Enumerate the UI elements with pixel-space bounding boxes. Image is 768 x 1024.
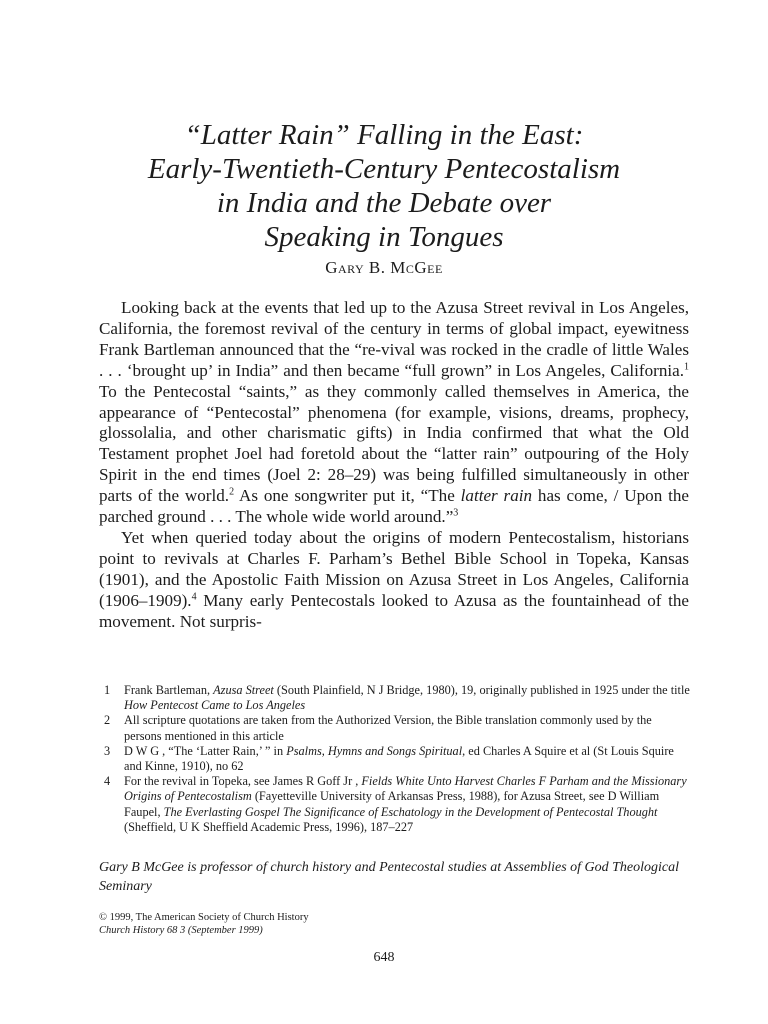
footnote <box>104 683 690 713</box>
footnote <box>104 713 690 743</box>
author-name: Gary B. McGee <box>325 258 443 277</box>
footnote-number: 2 <box>104 713 111 728</box>
page-number: 648 <box>373 950 395 965</box>
footnote-text: For the revival in Topeka, see James R Goff Jr , Fields White Unto Harvest Charles F Parham and the Missionary Origins of Pentecostalism (Fayetteville University of Arkansas Press, 1988), for Azusa Street, see D William Faupel, The Everlasting Gospel The Significance of Eschatology in the Development of Pentecostal Thought (Sheffield, U K Sheffield Academic Press, 1996), 187–227 <box>124 774 687 834</box>
italic-text: latter rain <box>460 486 533 506</box>
title-line: Early-Twentieth-Century Pentecostalism <box>147 153 621 185</box>
title-line: “Latter Rain” Falling in the East: <box>184 119 584 151</box>
text-run: Looking back at the events that led up to the Azusa Street revival in Los Angeles, California, the foremost revival of the century in terms of global impact, eyewitness Frank Bartleman announced that the “re-vival was rocked in the cradle of little Wales . . . ‘brought up’ in India” and then became “full grown” in Los Angeles, California. <box>99 298 689 380</box>
journal-citation: Church History 68 3 (September 1999) <box>99 925 263 936</box>
footnote-ref[interactable]: 4 <box>191 591 197 602</box>
title-line: in India and the Debate over <box>216 187 552 219</box>
footnotes <box>104 683 690 835</box>
text-run: Many early Pentecostals looked to Azusa as the fountainhead of the movement. Not surpris- <box>99 590 689 631</box>
footnote-number: 4 <box>104 774 111 789</box>
paragraph <box>99 528 689 633</box>
footnote-ref[interactable]: 2 <box>229 486 235 498</box>
text-run: has come, / Upon the parched ground . . . The whole wide world around.” <box>99 486 689 527</box>
footnote-ref[interactable]: 1 <box>684 361 689 373</box>
article-title <box>80 118 688 254</box>
text-run: As one songwriter put it, “The <box>234 486 461 506</box>
footnote <box>104 744 690 774</box>
copyright-line: © 1999, The American Society of Church History <box>99 912 309 923</box>
footnote-text: Frank Bartleman, Azusa Street (South Plainfield, N J Bridge, 1980), 19, originally published in 1925 under the title How Pentecost Came to Los Angeles <box>124 683 690 713</box>
footnote-ref[interactable]: 3 <box>453 507 459 519</box>
footnote <box>104 774 690 835</box>
footnote-text: D W G , “The ‘Latter Rain,’ ” in Psalms, Hymns and Songs Spiritual, ed Charles A Squire et al (St Louis Squire and Kinne, 1910), no 62 <box>124 743 674 774</box>
author-bio: Gary B McGee is professor of church history and Pentecostal studies at Assemblies of God Theological Seminary <box>99 860 680 894</box>
article-body <box>99 298 689 633</box>
title-line: Speaking in Tongues <box>264 221 504 253</box>
footnote-text: All scripture quotations are taken from the Authorized Version, the Bible translation commonly used by the persons mentioned in this article <box>124 713 652 743</box>
footnote-number: 3 <box>104 743 111 758</box>
text-run: Yet when queried today about the origins of modern Pentecostalism, historians point to revivals at Charles F. Parham’s Bethel Bible School in Topeka, Kansas (1901), and the Apostolic Faith Mission on Azusa Street in Los Angeles, California (1906–1909). <box>99 527 689 610</box>
copyright-block <box>99 911 309 937</box>
footnote-number: 1 <box>104 683 111 697</box>
text-run: To the Pentecostal “saints,” as they commonly called themselves in America, the appearance of “Pentecostal” phenomena (for example, visions, dreams, prophecy, glossolalia, and other charismatic gifts) in India confirmed that what the Old Testament prophet Joel had foretold about the “latter rain” outpouring of the Holy Spirit in the end times (Joel 2: 28–29) was being fulfilled simultaneously in other parts of the world. <box>99 381 689 506</box>
paragraph <box>99 298 689 528</box>
